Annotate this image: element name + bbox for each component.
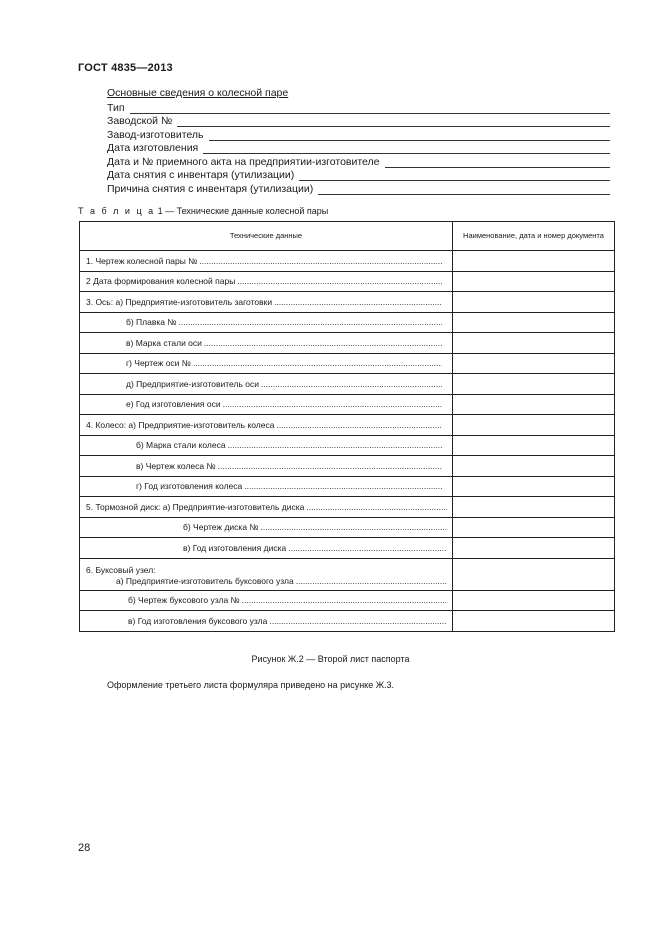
fill-line bbox=[385, 158, 610, 168]
col-header-document-text: Наименование, дата и номер документа bbox=[463, 231, 604, 240]
table-row bbox=[80, 271, 615, 292]
fill-line bbox=[177, 117, 610, 127]
info-label: Причина снятия с инвентаря (утилизации) bbox=[107, 182, 314, 195]
row-description: в) Год изготовления буксового узла ..... bbox=[80, 611, 453, 632]
document-cell[interactable] bbox=[453, 558, 615, 590]
table-row bbox=[80, 333, 615, 354]
info-label: Тип bbox=[107, 101, 125, 114]
document-header: ГОСТ 4835—2013 bbox=[78, 62, 173, 74]
table-row bbox=[80, 435, 615, 456]
document-cell[interactable] bbox=[453, 590, 615, 611]
col-header-technical-data: Технические данные bbox=[80, 222, 453, 251]
table-row bbox=[80, 312, 615, 333]
fill-line bbox=[130, 104, 610, 114]
fill-line bbox=[209, 131, 610, 141]
document-cell[interactable] bbox=[453, 312, 615, 333]
table-row bbox=[80, 456, 615, 477]
table-row bbox=[80, 497, 615, 518]
info-label: Дата изготовления bbox=[107, 142, 199, 154]
document-cell[interactable] bbox=[453, 415, 615, 436]
info-row-manufacturer bbox=[107, 127, 610, 141]
table-row bbox=[80, 611, 615, 632]
row-description: д) Предприятие-изготовитель оси ..... bbox=[80, 374, 453, 395]
row-description: 4. Колесо: а) Предприятие-изготовитель колеса ..... bbox=[80, 415, 453, 436]
table-row bbox=[80, 415, 615, 436]
row-description: 3. Ось: а) Предприятие-изготовитель заготовки ..... bbox=[80, 292, 453, 313]
document-cell[interactable] bbox=[453, 251, 615, 272]
document-cell[interactable] bbox=[453, 394, 615, 415]
row-description: в) Год изготовления диска ..... bbox=[80, 538, 453, 559]
info-title: Основные сведения о колесной паре bbox=[107, 87, 289, 99]
row-description: б) Чертеж буксового узла № ..... bbox=[80, 590, 453, 611]
table-caption bbox=[78, 206, 328, 216]
table-row bbox=[80, 394, 615, 415]
row-description: в) Марка стали оси ..... bbox=[80, 333, 453, 354]
info-label: Дата и № приемного акта на предприятии-изготовителе bbox=[107, 155, 380, 168]
table-row bbox=[80, 353, 615, 374]
info-label: Завод-изготовитель bbox=[107, 128, 204, 141]
technical-data-table bbox=[79, 221, 615, 632]
row-description: е) Год изготовления оси ..... bbox=[80, 394, 453, 415]
row-description: в) Чертеж колеса № ..... bbox=[80, 456, 453, 477]
document-cell[interactable] bbox=[453, 517, 615, 538]
col-header-document bbox=[453, 222, 615, 251]
info-row-serial bbox=[107, 114, 610, 128]
document-cell[interactable] bbox=[453, 353, 615, 374]
table-caption-text: 1 — Технические данные колесной пары bbox=[155, 206, 329, 216]
info-label: Дата снятия с инвентаря (утилизации) bbox=[107, 169, 295, 181]
document-cell[interactable] bbox=[453, 271, 615, 292]
row-description: 5. Тормозной диск: а) Предприятие-изготовитель диска ..... bbox=[80, 497, 453, 518]
table-header-row bbox=[80, 222, 615, 251]
info-row-acceptance-act bbox=[107, 154, 610, 168]
row-description: б) Чертеж диска № ..... bbox=[80, 517, 453, 538]
table-row bbox=[80, 476, 615, 497]
table-row bbox=[80, 558, 615, 590]
document-cell[interactable] bbox=[453, 292, 615, 313]
row-description: г) Чертеж оси № ..... bbox=[80, 353, 453, 374]
table-row bbox=[80, 517, 615, 538]
document-cell[interactable] bbox=[453, 497, 615, 518]
figure-caption: Рисунок Ж.2 — Второй лист паспорта bbox=[251, 654, 410, 664]
page-number: 28 bbox=[78, 842, 91, 854]
table-row bbox=[80, 374, 615, 395]
fill-line bbox=[203, 144, 610, 154]
table-row bbox=[80, 590, 615, 611]
document-cell[interactable] bbox=[453, 374, 615, 395]
document-cell[interactable] bbox=[453, 611, 615, 632]
fill-line bbox=[318, 185, 610, 195]
body-paragraph: Оформление третьего листа формуляра приведено на рисунке Ж.3. bbox=[107, 680, 395, 690]
fill-line bbox=[299, 171, 610, 181]
info-row-removal-date bbox=[107, 168, 610, 182]
document-cell[interactable] bbox=[453, 456, 615, 477]
row-description: 1. Чертеж колесной пары № ..... bbox=[80, 251, 453, 272]
document-cell[interactable] bbox=[453, 538, 615, 559]
row-description: 2 Дата формирования колесной пары ..... bbox=[80, 271, 453, 292]
info-row-manufacture-date bbox=[107, 141, 610, 155]
document-cell[interactable] bbox=[453, 476, 615, 497]
table-row bbox=[80, 538, 615, 559]
row-description: 6. Буксовый узел: а) Предприятие-изготовитель буксового узла ..... bbox=[80, 558, 453, 590]
row-description: г) Год изготовления колеса ..... bbox=[80, 476, 453, 497]
document-cell[interactable] bbox=[453, 333, 615, 354]
table-row bbox=[80, 292, 615, 313]
table-row bbox=[80, 251, 615, 272]
table-caption-prefix: Т а б л и ц а bbox=[78, 206, 156, 216]
info-label: Заводской № bbox=[107, 115, 173, 127]
document-cell[interactable] bbox=[453, 435, 615, 456]
info-row-type bbox=[107, 100, 610, 114]
row-description: б) Плавка № ..... bbox=[80, 312, 453, 333]
info-row-removal-reason bbox=[107, 181, 610, 195]
row-description: б) Марка стали колеса ..... bbox=[80, 435, 453, 456]
wheelset-info-block bbox=[107, 87, 610, 195]
